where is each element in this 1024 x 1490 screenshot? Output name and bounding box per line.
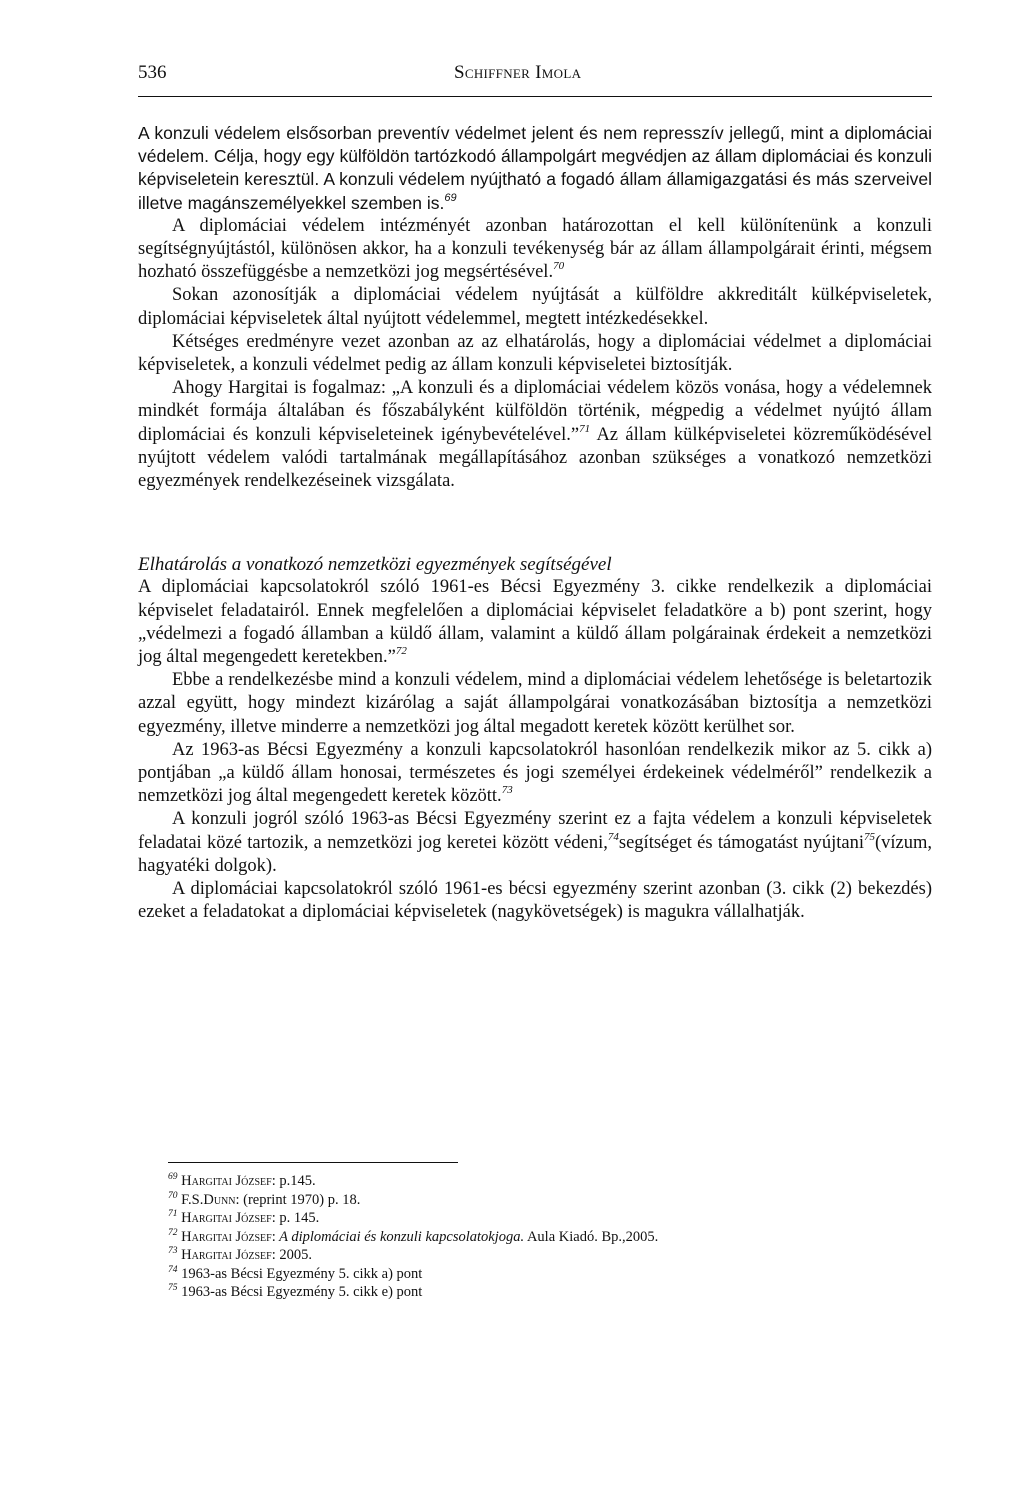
footnote-author: F.S.Dunn: xyxy=(181,1191,240,1208)
footnote-author: Hargitai József: xyxy=(181,1247,276,1263)
footnotes xyxy=(168,1172,868,1302)
paragraph xyxy=(138,669,932,739)
paragraph xyxy=(138,739,932,809)
footnote-text: p.145. xyxy=(275,1173,316,1189)
footnote-text: 2005. xyxy=(275,1247,313,1263)
paragraph-text: segítséget és támogatást nyújtani xyxy=(618,832,864,853)
paragraph-text: Az 1963-as Bécsi Egyezmény a konzuli kapcsolatokról hasonlóan rendelkezik mikor az 5. cikk a) pontjában „a küldő állam honosai, természetes és jogi személyei érdekeinek védelméről” rendelkezik a nemzetközi jog által megengedett keretek között. xyxy=(138,739,932,807)
paragraph xyxy=(138,808,932,878)
paragraph-text: A konzuli jogról szóló 1963-as Bécsi Egyezmény szerint ez a fajta védelem a konzuli képviseletek feladatai közé tartozik, a nemzetközi jog keretei között védeni, xyxy=(138,809,932,853)
body-text xyxy=(138,122,932,925)
page-header xyxy=(138,62,932,88)
footnote xyxy=(168,1209,868,1228)
footnote-number: 73 xyxy=(168,1246,178,1256)
paragraph-text: Sokan azonosítják a diplomáciai védelem nyújtását a külföldre akkreditált külképviseletek, diplomáciai képviseletek által nyújtott védelemmel, megtett intézkedésekkel. xyxy=(138,285,932,329)
footnote xyxy=(168,1246,868,1265)
paragraph-text: Ahogy Hargitai is fogalmaz: „A konzuli és a diplomáciai védelem közös vonása, hogy a védelemnek mindkét formája általában és főszabályként külföldön történik, mégpedig a védelmet nyújtó állam diplomáciai és konzuli képviseleteinek igénybevételével.” xyxy=(138,378,932,445)
footnote-ref: 69 xyxy=(444,191,457,204)
footnote-title: A diplomáciai és konzuli kapcsolatokjoga. xyxy=(275,1228,525,1245)
page-number: 536 xyxy=(138,62,167,83)
footnote-ref: 72 xyxy=(395,645,407,658)
paragraph-text: Ebbe a rendelkezésbe mind a konzuli védelem, mind a diplomáciai védelem lehetősége is beletartozik azzal együtt, hogy mindezt kizárólag a saját állampolgárai vonatkozásában biztosítja a nemzetközi egyezmény, illetve minderre a nemzetközi jog által megadott keretek között kerülhet sor. xyxy=(138,670,932,737)
paragraph xyxy=(138,377,932,493)
paragraph-text: Az állam külképviseletei közreműködésével nyújtott védelem valódi tartalmának megállapításához azonban szükséges a vonatkozó nemzetközi egyezmények rendelkezéseinek vizsgálata. xyxy=(138,424,932,492)
paragraph-text: A diplomáciai védelem intézményét azonban határozottan el kell különítenünk a konzuli segítségnyújtástól, különösen akkor, ha a konzuli tevékenység bár az állam állampolgárait érinti, mégsem hozható összefüggésbe a nemzetközi jog megsértésével. xyxy=(138,215,932,283)
paragraph xyxy=(138,878,932,924)
paragraph-text: A diplomáciai kapcsolatokról szóló 1961-es bécsi egyezmény szerint azonban (3. cikk (2) bekezdés) ezeket a feladatokat a diplomáciai képviseletek (nagykövetségek) is magukra vállalhatják. xyxy=(138,879,932,923)
footnote-author: Hargitai József: xyxy=(181,1173,276,1189)
footnote-number: 71 xyxy=(168,1209,178,1219)
footnote-author: Hargitai József: xyxy=(181,1228,276,1245)
footnote-ref: 74 xyxy=(607,830,619,843)
footnote-text: 1963-as Bécsi Egyezmény 5. cikk a) pont xyxy=(181,1265,423,1282)
footnote xyxy=(168,1265,868,1284)
paragraph-text: A diplomáciai kapcsolatokról szóló 1961-es Bécsi Egyezmény 3. cikke rendelkezik a diplomáciai képviselet feladatairól. Ennek megfelelően a diplomáciai képviselet feladatköre a b) pont szerint, hogy „védelmezi a fogadó államban a küldő állam, valamint a küldő állam polgárainak érdekeit a nemzetközi jog által megengedett keretekben.” xyxy=(138,577,932,668)
header-rule xyxy=(138,96,932,97)
footnote-text: 1963-as Bécsi Egyezmény 5. cikk e) pont xyxy=(181,1284,423,1300)
footnote-ref: 70 xyxy=(553,260,565,273)
footnote xyxy=(168,1228,868,1247)
footnote-number: 69 xyxy=(168,1172,178,1182)
footnote-author: Hargitai József: xyxy=(181,1210,276,1226)
paragraph-text: (vízum, hagyatéki dolgok). xyxy=(138,832,933,876)
footnote xyxy=(168,1283,868,1302)
footnote-number: 75 xyxy=(168,1283,178,1293)
footnote-rule xyxy=(168,1162,458,1163)
footnote-ref: 71 xyxy=(579,422,591,435)
footnote xyxy=(168,1172,868,1191)
paragraph xyxy=(138,576,932,669)
paragraph xyxy=(138,215,932,285)
footnote-number: 74 xyxy=(168,1264,178,1275)
footnote-text: (reprint 1970) p. 18. xyxy=(239,1191,361,1208)
footnote-number: 72 xyxy=(168,1227,178,1238)
footnote xyxy=(168,1191,868,1210)
footnote-number: 70 xyxy=(168,1190,178,1201)
paragraph-text: Kétséges eredményre vezet azonban az az elhatárolás, hogy a diplomáciai védelmet a diplomáciai képviseletek, a konzuli védelmet pedig az állam konzuli képviseletei biztosítják. xyxy=(138,331,932,376)
footnote-ref: 75 xyxy=(863,830,875,843)
footnote-ref: 73 xyxy=(501,784,513,797)
paragraph xyxy=(138,122,932,215)
paragraph-text: A konzuli védelem elsősorban preventív védelmet jelent és nem represszív jellegű, mint a diplomáciai védelem. Célja, hogy egy külföldön tartózkodó állampolgárt megvédjen az állam diplomáciai és konzuli képviseletein keresztül. A konzuli védelem nyújtható a fogadó állam államigazgatási és más szerveivel illetve magánszemélyekkel szemben is. xyxy=(138,123,932,213)
footnote-text: p. 145. xyxy=(275,1210,320,1226)
running-head: Schiffner Imola xyxy=(454,62,582,83)
footnote-text: Aula Kiadó. Bp.,2005. xyxy=(524,1228,659,1245)
section-heading: Elhatárolás a vonatkozó nemzetközi egyezmények segítségével xyxy=(138,554,612,576)
paragraph xyxy=(138,331,932,377)
paragraph xyxy=(138,284,932,330)
